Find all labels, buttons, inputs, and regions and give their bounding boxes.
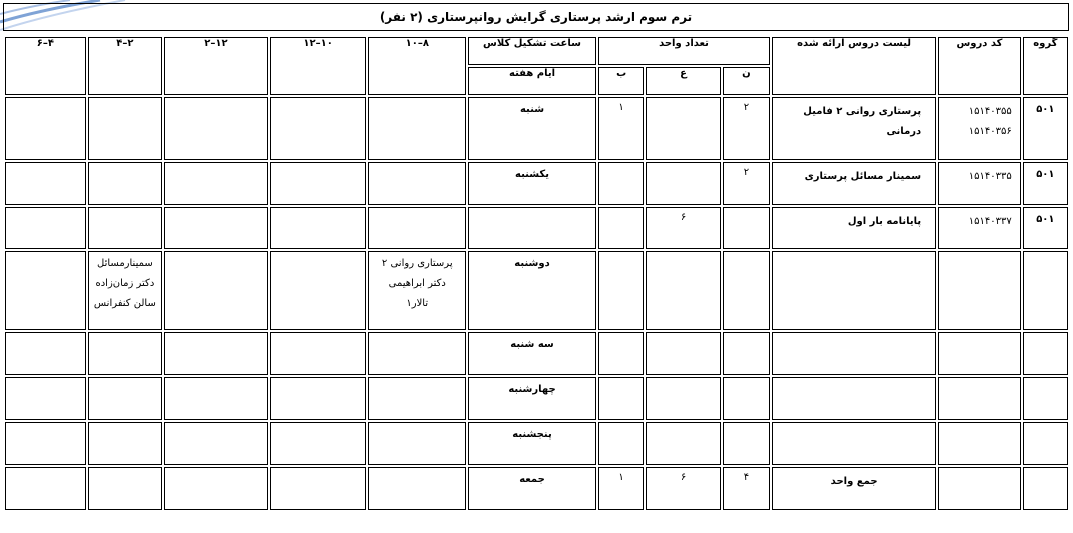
weekday-cell: چهارشنبه (468, 377, 596, 420)
unit-b-cell (598, 207, 644, 249)
slot-cell (270, 162, 367, 205)
slot-cell (164, 162, 268, 205)
table-row (5, 97, 1068, 160)
course-code-cell (938, 251, 1021, 330)
slot-cell (164, 207, 268, 249)
weekday-cell: پنجشنبه (468, 422, 596, 465)
header-slot-4-6: ۴–۶ (5, 37, 86, 95)
slot-cell (164, 97, 268, 160)
unit-a-cell (646, 97, 720, 160)
slot-cell (164, 251, 268, 330)
course-code-cell (938, 162, 1021, 205)
course-name: سمینار مسائل پرستاری (804, 171, 922, 182)
unit-b-cell (598, 162, 644, 205)
course-name-cell (772, 251, 936, 330)
weekday-cell: یکشنبه (468, 162, 596, 205)
summary-row (5, 467, 1068, 510)
course-name-cell (772, 97, 936, 160)
course-name: درمانی (886, 126, 922, 137)
weekday-cell: دوشنبه (468, 251, 596, 330)
header-slot-10-12: ۱۰–۱۲ (270, 37, 367, 95)
total-unit-n: ۴ (723, 467, 770, 510)
class-slot-8-10 (368, 251, 466, 330)
table-row (5, 162, 1068, 205)
group-cell: ۵۰۱ (1023, 162, 1068, 205)
total-units-label: جمع واحد (772, 467, 936, 510)
header-unit-n: ن (723, 67, 770, 95)
schedule-table (3, 35, 1070, 512)
table-row (5, 332, 1068, 375)
header-courses: لیست دروس ارائه شده (772, 37, 936, 95)
group-cell: ۵۰۱ (1023, 97, 1068, 160)
table-row (5, 422, 1068, 465)
course-code: ۱۵۱۴۰۳۵۵ (968, 106, 1012, 117)
unit-a-cell (646, 251, 720, 330)
unit-a-cell (646, 162, 720, 205)
course-code-cell (938, 467, 1021, 510)
class-slot-2-4 (88, 251, 162, 330)
slot-cell (368, 207, 466, 249)
header-slot-12-2: ۱۲–۲ (164, 37, 268, 95)
unit-n-cell (723, 251, 770, 330)
header-group: گروه (1023, 37, 1068, 95)
course-code: ۱۵۱۴۰۳۳۷ (968, 216, 1012, 227)
course-name: پرستاری روانی ۲ فامیل (803, 106, 922, 117)
slot-cell (368, 97, 466, 160)
class-course: پرستاری روانی ۲ (381, 258, 453, 269)
group-cell (1023, 467, 1068, 510)
weekday-cell (468, 207, 596, 249)
table-row (5, 207, 1068, 249)
slot-cell (5, 251, 86, 330)
group-cell (1023, 251, 1068, 330)
class-instructor: دکتر زمان‌زاده (95, 278, 155, 289)
table-row (5, 377, 1068, 420)
course-name-cell (772, 162, 936, 205)
header-weekdays: ایام هفته (468, 67, 596, 95)
page-title: ترم سوم ارشد پرستاری گرایش روانپرستاری (۲ نفر) (3, 3, 1069, 31)
header-code: کد دروس (938, 37, 1021, 95)
slot-cell (368, 162, 466, 205)
unit-b-cell: ۱ (598, 97, 644, 160)
class-room: سالن کنفرانس (93, 298, 156, 309)
course-code: ۱۵۱۴۰۳۵۶ (968, 126, 1012, 137)
total-unit-b: ۱ (598, 467, 644, 510)
class-instructor: دکتر ابراهیمی (388, 278, 446, 289)
course-name-cell (772, 207, 936, 249)
slot-cell (270, 251, 367, 330)
header-unit-a: ع (646, 67, 720, 95)
slot-cell (88, 162, 162, 205)
unit-n-cell (723, 207, 770, 249)
slot-cell (88, 97, 162, 160)
slot-cell (270, 207, 367, 249)
header-slot-2-4: ۲–۴ (88, 37, 162, 95)
group-cell: ۵۰۱ (1023, 207, 1068, 249)
unit-n-cell: ۲ (723, 97, 770, 160)
slot-cell (5, 97, 86, 160)
course-code: ۱۵۱۴۰۳۳۵ (968, 171, 1012, 182)
weekday-cell: شنبه (468, 97, 596, 160)
slot-cell (5, 207, 86, 249)
table-row (5, 251, 1068, 330)
total-unit-a: ۶ (646, 467, 720, 510)
header-slot-8-10: ۸–۱۰ (368, 37, 466, 95)
unit-b-cell (598, 251, 644, 330)
weekday-cell: جمعه (468, 467, 596, 510)
course-code-cell (938, 207, 1021, 249)
slot-cell (270, 97, 367, 160)
slot-cell (5, 162, 86, 205)
course-code-cell (938, 97, 1021, 160)
class-course: سمینارمسائل (97, 258, 153, 269)
course-name: پایانامه بار اول (847, 216, 922, 227)
slot-cell (88, 207, 162, 249)
header-units: تعداد واحد (598, 37, 770, 65)
header-unit-b: ب (598, 67, 644, 95)
unit-n-cell: ۲ (723, 162, 770, 205)
header-class-time: ساعت تشکیل کلاس (468, 37, 596, 65)
unit-a-cell: ۶ (646, 207, 720, 249)
weekday-cell: سه شنبه (468, 332, 596, 375)
class-room: تالار۱ (406, 298, 429, 309)
